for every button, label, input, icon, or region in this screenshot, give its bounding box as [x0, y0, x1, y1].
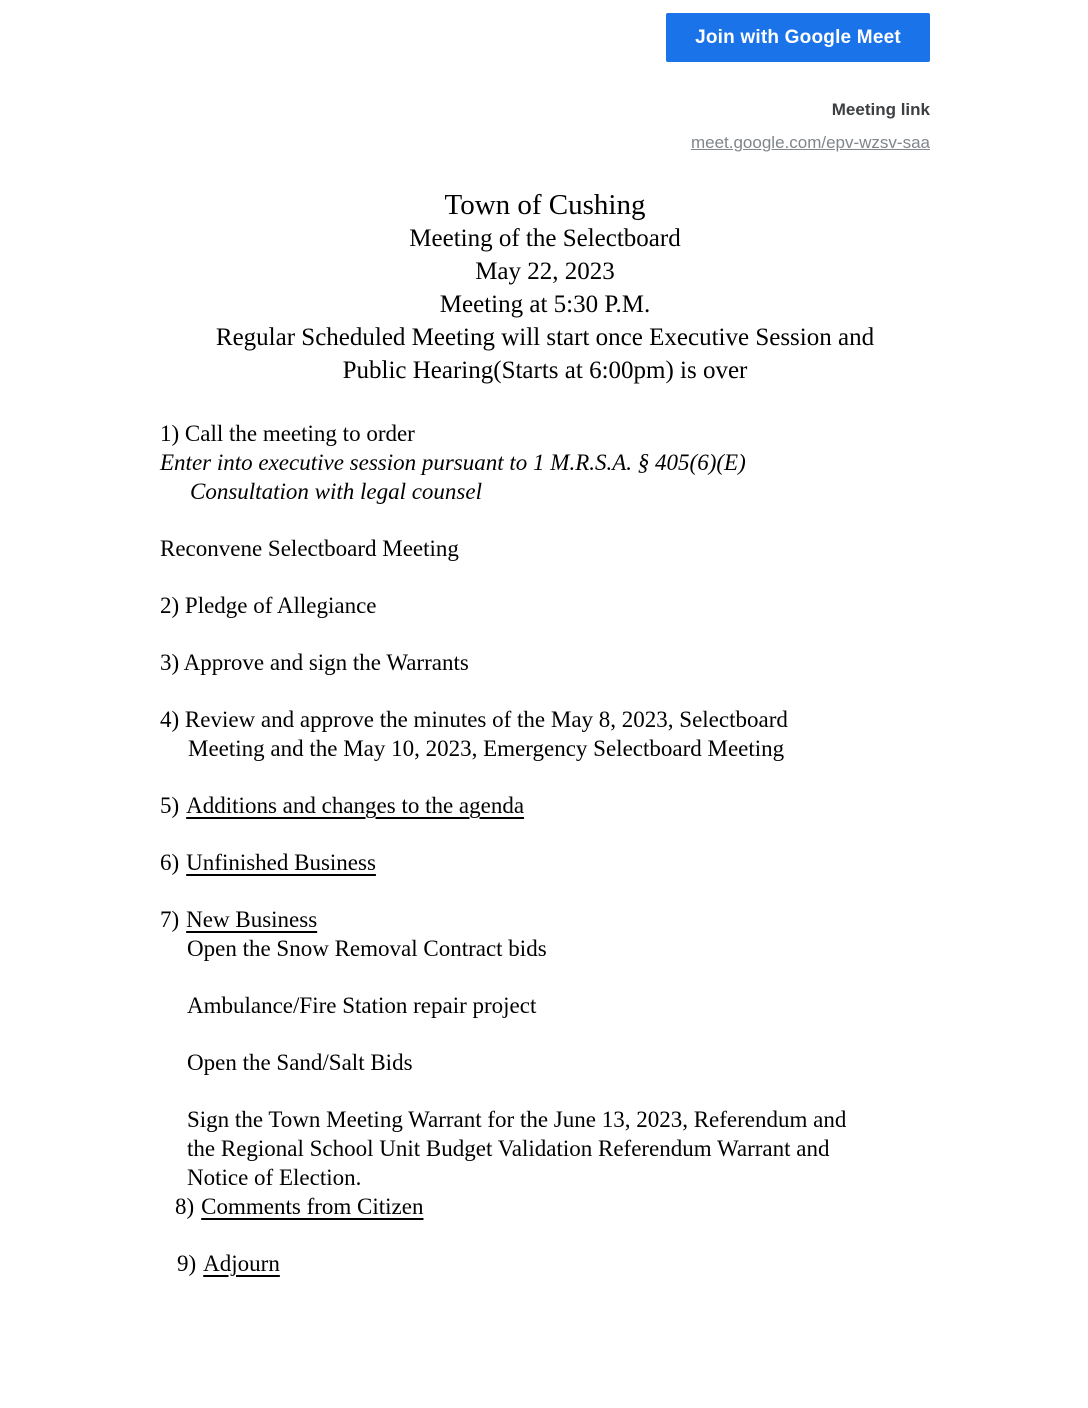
consultation-note: Consultation with legal counsel — [190, 479, 482, 504]
agenda-item-6-number: 6) — [160, 850, 180, 875]
agenda-item-4-line-1: 4) Review and approve the minutes of the May 8, 2023, Selectboard — [160, 707, 788, 732]
agenda-item-9-label: Adjourn — [203, 1251, 280, 1276]
meeting-link-label: Meeting link — [831, 100, 930, 119]
agenda-item-7-sub-4-line-3: Notice of Election. — [187, 1165, 362, 1190]
agenda-item-7-sub-3: Open the Sand/Salt Bids — [187, 1050, 413, 1075]
agenda-item-8-number: 8) — [175, 1194, 195, 1219]
agenda-item-6-label: Unfinished Business — [186, 850, 376, 875]
agenda-item-5-label: Additions and changes to the agenda — [186, 793, 525, 818]
reconvene-line: Reconvene Selectboard Meeting — [160, 536, 459, 561]
agenda-item-7-sub-4-line-2: the Regional School Unit Budget Validation Referendum Warrant and — [187, 1136, 830, 1161]
agenda-body — [160, 419, 930, 1278]
agenda-item-7-label: New Business — [186, 907, 318, 932]
header-meeting-date: May 22, 2023 — [475, 258, 615, 285]
header-note-line-1: Regular Scheduled Meeting will start once Executive Session and — [215, 324, 875, 351]
agenda-item-7-number: 7) — [160, 907, 180, 932]
meeting-link-url[interactable]: meet.google.com/epv-wzsv-saa — [690, 133, 930, 152]
agenda-item-7-sub-2: Ambulance/Fire Station repair project — [187, 993, 537, 1018]
executive-session-note: Enter into executive session pursuant to 1 M.R.S.A. § 405(6)(E) — [160, 450, 746, 475]
agenda-item-7-sub-1: Open the Snow Removal Contract bids — [187, 936, 547, 961]
agenda-item-7 — [160, 905, 930, 934]
agenda-item-1: 1) Call the meeting to order — [160, 421, 415, 446]
agenda-item-7-sub-4-line-1: Sign the Town Meeting Warrant for the June 13, 2023, Referendum and — [187, 1107, 847, 1132]
join-google-meet-button[interactable]: Join with Google Meet — [666, 13, 930, 62]
header-meeting-of-selectboard: Meeting of the Selectboard — [409, 225, 681, 252]
header-note-line-2: Public Hearing(Starts at 6:00pm) is over — [342, 357, 748, 384]
agenda-item-9 — [160, 1249, 930, 1278]
header-meeting-time: Meeting at 5:30 P.M. — [439, 291, 651, 318]
agenda-item-8 — [160, 1192, 930, 1221]
agenda-item-5 — [160, 791, 930, 820]
agenda-item-3: 3) Approve and sign the Warrants — [160, 650, 469, 675]
document-header — [160, 188, 930, 387]
document-title: Town of Cushing — [444, 189, 646, 221]
agenda-item-8-label: Comments from Citizen — [201, 1194, 424, 1219]
agenda-document — [160, 188, 930, 1278]
agenda-item-6 — [160, 848, 930, 877]
agenda-item-2: 2) Pledge of Allegiance — [160, 593, 377, 618]
google-meet-section — [666, 13, 930, 153]
agenda-item-9-number: 9) — [177, 1251, 197, 1276]
agenda-item-4-line-2: Meeting and the May 10, 2023, Emergency Selectboard Meeting — [188, 736, 785, 761]
agenda-item-5-number: 5) — [160, 793, 180, 818]
